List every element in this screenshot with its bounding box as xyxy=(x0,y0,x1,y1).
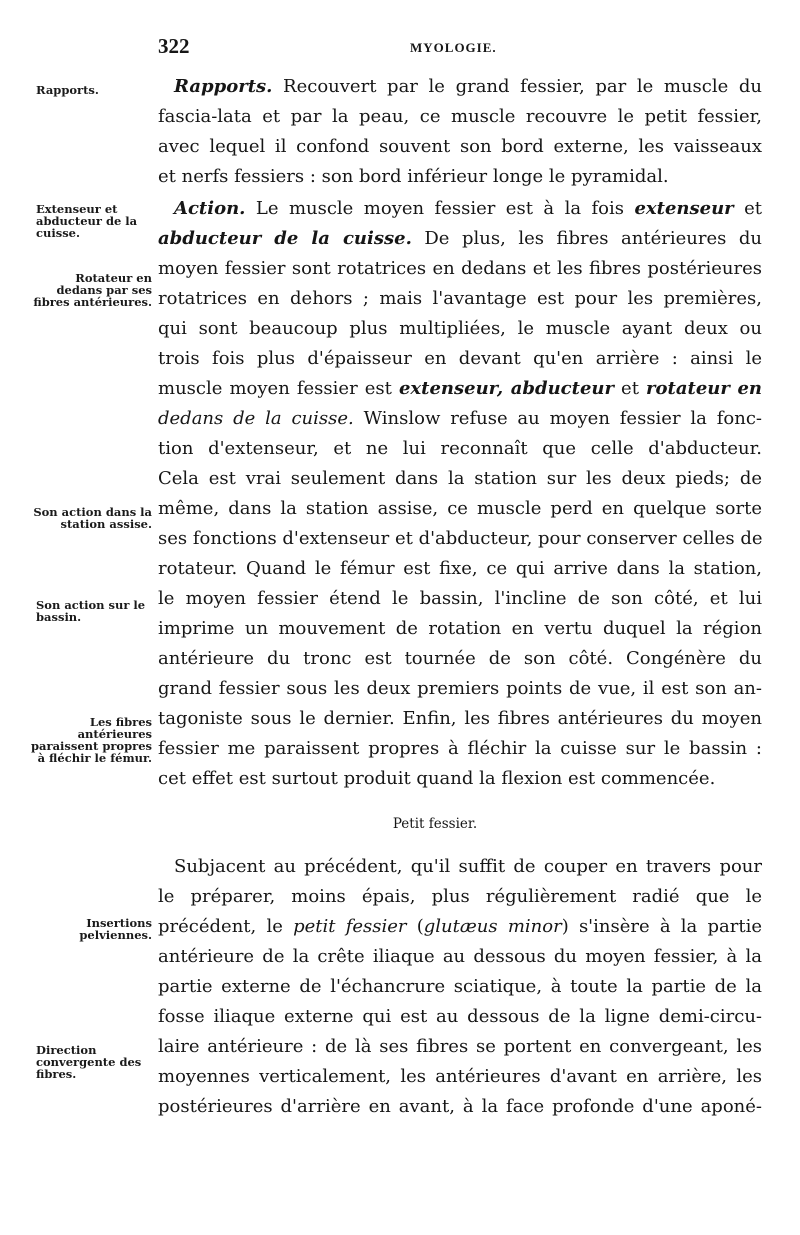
page-header xyxy=(0,34,800,64)
text-line: le moyen fessier étend le bassin, l'incline de son côté, et lui xyxy=(158,588,762,609)
text-line: trois fois plus d'épaisseur en devant qu'en arrière : ainsi le xyxy=(158,348,762,369)
text-line: et nerfs fessiers : son bord inférieur longe le pyramidal. xyxy=(158,166,669,187)
margin-note-rapports: Rapports. xyxy=(36,83,99,97)
text-line: antérieure du tronc est tournée de son côté. Congénère du xyxy=(158,648,762,669)
margin-note-station-assise: Son action dans la station assise. xyxy=(33,505,152,531)
text-line: moyennes verticalement, les antérieures d'avant en arrière, les xyxy=(158,1066,762,1087)
margin-note-direction: Direction convergente des fibres. xyxy=(36,1043,142,1081)
text-line: grand fessier sous les deux premiers points de vue, il est son an- xyxy=(158,678,762,699)
text-line: antérieure de la crête iliaque au dessous du moyen fessier, à la xyxy=(158,946,762,967)
text-line: fascia-lata et par la peau, ce muscle recouvre le petit fessier, xyxy=(158,106,762,127)
text-line: fosse iliaque externe qui est au dessous de la ligne demi-circu- xyxy=(158,1006,762,1027)
margin-note-insertions: Insertions pelviennes. xyxy=(79,916,152,942)
text-line: le préparer, moins épais, plus régulièrement radié que le xyxy=(158,886,762,907)
text-line: Cela est vrai seulement dans la station sur les deux pieds; de xyxy=(158,468,762,489)
text-line: rotateur. Quand le fémur est fixe, ce qui arrive dans la station, xyxy=(158,558,762,579)
text-line: muscle moyen fessier est extenseur, abducteur et rotateur en xyxy=(158,378,762,399)
running-head: MYOLOGIE. xyxy=(410,40,497,55)
text-line: avec lequel il confond souvent son bord externe, les vaisseaux xyxy=(158,136,762,157)
text-line: fessier me paraissent propres à fléchir la cuisse sur le bassin : xyxy=(158,738,762,759)
page-number: 322 xyxy=(158,34,190,58)
text-line: tagoniste sous le dernier. Enfin, les fibres antérieures du moyen xyxy=(158,708,762,729)
text-line: tion d'extenseur, et ne lui reconnaît que celle d'abducteur. xyxy=(158,438,762,459)
margin-note-bassin: Son action sur le bassin. xyxy=(36,598,146,624)
text-line: postérieures d'arrière en avant, à la face profonde d'une aponé- xyxy=(158,1096,762,1117)
text-line: même, dans la station assise, ce muscle perd en quelque sorte xyxy=(158,498,762,519)
text-line: dedans de la cuisse. Winslow refuse au moyen fessier la fonc- xyxy=(158,408,762,429)
text-line: cet effet est surtout produit quand la flexion est commencée. xyxy=(158,768,716,789)
text-line: laire antérieure : de là ses fibres se portent en convergeant, les xyxy=(158,1036,762,1057)
text-line: Subjacent au précédent, qu'il suffit de couper en travers pour xyxy=(174,856,762,877)
section-title: Petit fessier. xyxy=(392,816,478,832)
text-line: ses fonctions d'extenseur et d'abducteur, pour conserver celles de xyxy=(158,528,763,549)
text-line: abducteur de la cuisse. De plus, les fibres antérieures du xyxy=(158,228,762,249)
text-line: qui sont beaucoup plus multipliées, le muscle ayant deux ou xyxy=(158,318,762,339)
margin-note-fibres-anterieures: Les fibres antérieures paraissent propres à fléchir le fémur. xyxy=(31,715,152,765)
text-line: précédent, le petit fessier (glutæus minor) s'insère à la partie xyxy=(158,916,763,937)
text-line: Rapports. Recouvert par le grand fessier, par le muscle du xyxy=(174,76,762,97)
text-line: moyen fessier sont rotatrices en dedans et les fibres postérieures xyxy=(158,258,762,279)
text-line: rotatrices en dehors ; mais l'avantage est pour les premières, xyxy=(158,288,762,309)
text-line: imprime un mouvement de rotation en vertu duquel la région xyxy=(158,618,762,639)
margin-note-rotateur: Rotateur en dedans par ses fibres antérieures. xyxy=(33,271,152,309)
margin-note-extenseur: Extenseur et abducteur de la cuisse. xyxy=(36,202,138,240)
text-line: partie externe de l'échancrure sciatique, à toute la partie de la xyxy=(158,976,762,997)
text-line: Action. Le muscle moyen fessier est à la fois extenseur et xyxy=(174,198,762,219)
